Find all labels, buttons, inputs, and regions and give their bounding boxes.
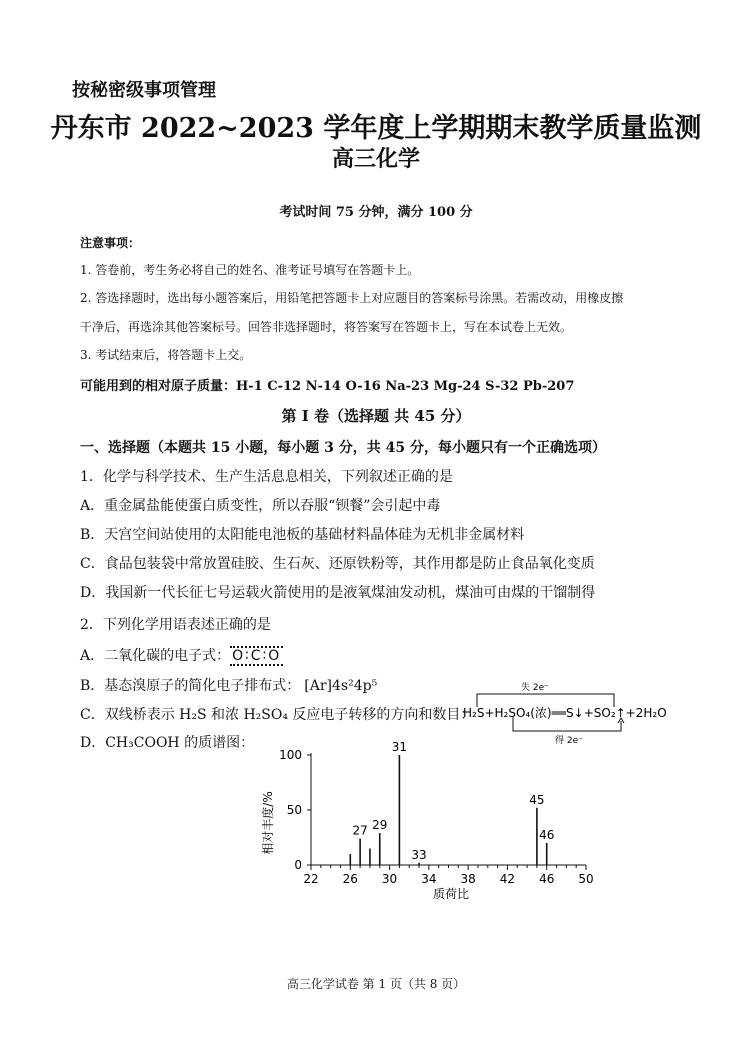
option-a-text: A．二氧化碳的电子式：: [80, 648, 231, 664]
y-tick-label: 100: [279, 748, 302, 762]
peak-label: 31: [391, 740, 408, 754]
equation-text: H₂S+H₂SO₄(浓)══S↓+SO₂↑+2H₂O: [463, 706, 667, 720]
question-1-option-a: A．重金属盐能使蛋白质变性，所以吞服“钡餐”会引起中毒: [80, 498, 441, 514]
question-2-option-c: C．双线桥表示 H₂S 和浓 H₂SO₄ 反应电子转移的方向和数目：: [80, 707, 475, 723]
redox-equation-diagram: [463, 681, 678, 745]
notes-heading: 注意事项：: [80, 236, 141, 250]
question-2-option-b: [80, 675, 377, 695]
x-tick-label: 30: [381, 872, 398, 886]
atomic-masses: 可能用到的相对原子质量：H-1 C-12 N-14 O-16 Na-23 Mg-24 S-32 Pb-207: [80, 379, 575, 394]
question-1-option-b: B．天宫空间站使用的太阳能电池板的基础材料晶体硅为无机非金属材料: [80, 527, 525, 543]
note-item: 干净后，再选涂其他答案标号。回答非选择题时，将答案写在答题卡上，写在本试卷上无效。: [80, 320, 573, 334]
y-tick-label: 50: [286, 803, 302, 817]
peak-label: 27: [352, 823, 368, 838]
question-1-option-c: C．食品包装袋中常放置硅胶、生石灰、还原铁粉等，其作用都是防止食品氧化变质: [80, 556, 595, 572]
peak-label: 29: [372, 818, 388, 833]
co2-electron-formula: O∶C∶O: [232, 648, 282, 664]
subject-title: 高三化学: [331, 146, 420, 172]
exam-title: 丹东市 2022~2023 学年度上学期期末教学质量监测: [50, 113, 702, 144]
question-2-stem: 2．下列化学用语表述正确的是: [80, 617, 271, 633]
question-2-option-d: D．CH₃COOH 的质谱图：: [80, 735, 255, 751]
x-tick-label: 50: [578, 872, 594, 886]
option-b-text: B．基态溴原子的简化电子排布式：: [80, 678, 301, 694]
page-footer: 高三化学试卷 第 1 页（共 8 页）: [286, 977, 466, 991]
note-item: 2. 答选择题时，选出每小题答案后，用铅笔把答题卡上对应题目的答案标号涂黑。若需改动，用橡皮擦: [80, 291, 624, 305]
peak-label: 33: [411, 847, 427, 862]
x-axis-label: 质荷比: [432, 887, 470, 901]
x-tick-label: 26: [342, 872, 358, 886]
peak-label: 46: [539, 828, 555, 842]
peak-label: 45: [529, 792, 545, 807]
question-1-option-d: D．我国新一代长征七号运载火箭使用的是液氧煤油发动机，煤油可由煤的干馏制得: [80, 585, 596, 601]
y-axis-label: 相对丰度/%: [261, 791, 275, 855]
chart-axes: [279, 748, 594, 886]
bromine-config: [Ar]4s²4p⁵: [304, 678, 378, 694]
x-tick-label: 22: [303, 872, 319, 886]
note-item: 1. 答卷前，考生务必将自己的姓名、准考证号填写在答题卡上。: [80, 263, 420, 277]
x-tick-label: 46: [539, 872, 555, 886]
exam-info: 考试时间 75 分钟，满分 100 分: [279, 205, 473, 220]
confidential-label: 按秘密级事项管理: [72, 80, 216, 101]
part-title: 第 Ⅰ 卷（选择题 共 45 分）: [281, 407, 471, 425]
gain-label: 得 2e⁻: [555, 736, 583, 745]
mass-spectrum-chart: [256, 738, 596, 906]
question-1-stem: 1．化学与科学技术、生产生活息息相关，下列叙述正确的是: [80, 469, 453, 485]
section-title: 一、选择题（本题共 15 小题，每小题 3 分，共 45 分，每小题只有一个正确选项）: [80, 440, 606, 456]
x-tick-label: 34: [421, 872, 437, 886]
note-item: 3. 考试结束后，将答题卡上交。: [80, 348, 252, 362]
x-tick-label: 38: [460, 872, 476, 886]
x-tick-label: 42: [499, 872, 516, 886]
lose-label: 失 2e⁻: [521, 683, 549, 693]
chart-bars: [350, 740, 554, 865]
question-2-option-a: [80, 645, 283, 665]
y-tick-label: 0: [294, 858, 302, 872]
